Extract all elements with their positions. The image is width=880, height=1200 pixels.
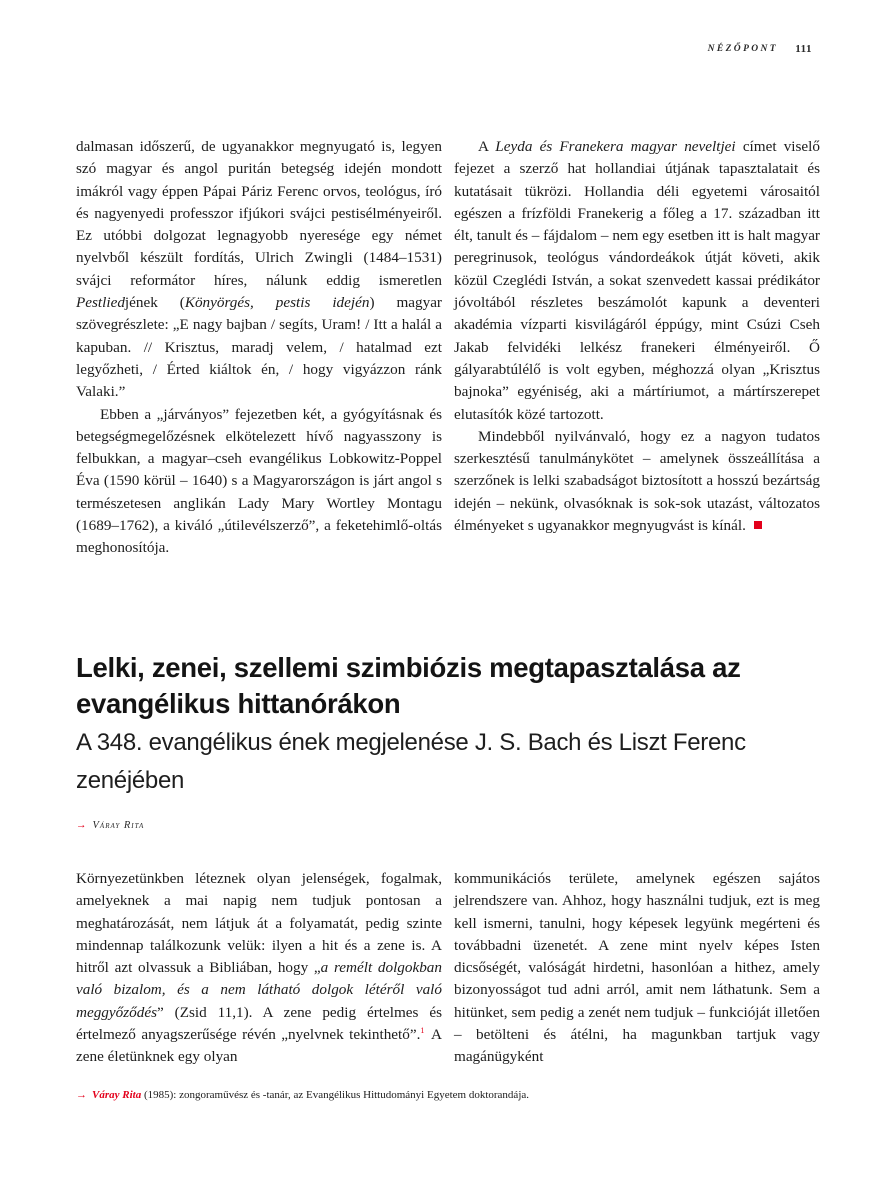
bible-quote: a remélt dolgokban való bizalom, és a nem látható dolgok létéről való meggyőződés	[76, 959, 442, 1021]
arrow-right-icon: →	[76, 1089, 87, 1101]
arrow-right-icon: →	[76, 820, 88, 831]
italic-title: Pestlied	[76, 294, 125, 312]
end-of-article-mark-icon	[754, 521, 762, 529]
review-paragraph: A Leyda és Franekera magyar neveltjei címet viselő fejezet a szerző hat hollandiai útjának tapasztalatait és kutatásait tükrözi. Hollandia déli egyetemi városaitól egészen a frízföldi Franekerig a főleg a 17. században itt élt, tanult és – fájdalom – nem egy esetben itt is halt magyar peregrinusok, teológus vándordeákok útját követi, akik közül Czeglédi István, a sokat szenvedett kassai prédikátor jóvoltából részletes beszámolót kapunk a deventeri akadémia vízparti kisvilágáról éppúgy, mint Csúzi Cseh Jakab felvidéki lelkész franekeri élményeiről. Ő gályarabtúlélő is volt egyben, méghozzá olyan „Krisztus bajnoka” egyéniség, aki a mártíriumot, a mártírszerepet elutasítók közé tartozott.	[454, 138, 820, 423]
review-paragraph: Mindebből nyilvánvaló, hogy ez a nagyon tudatos szerkesztésű tanulmánykötet – amelynek összeállítása a szerzőnek is lelki szabadságot biztosított a hosszú bezártság idején – nekünk, olvasóknak is sok-sok utazást, változatos élményeket s ugyanakkor megnyugvást is kínál.	[454, 427, 820, 535]
article-paragraph: kommunikációs területe, amelynek egészen sajátos jelrendszere van. Ahhoz, hogy használni tudjuk, ezt is meg kell ismerni, tanulni, hogy képesek legyünk megérteni és továbbadni üzenetét. A zene mint nyelv képes Isten dicsőségét, valóságát hirdetni, hasonlóan a hithez, amely bizonyosságot tud adni arról, amit nem láthatunk. Sem a hitünket, sem pedig a zenét nem tudjuk – funkcióját illetően – betölteni és átélni, ha magunkban tartjuk vagy magánügyként	[454, 870, 820, 1066]
author-name: Váray Rita	[92, 820, 145, 831]
article-left-column	[76, 868, 442, 1069]
review-paragraph: dalmasan időszerű, de ugyanakkor megnyugató is, legyen szó magyar és angol puritán betegség idején mondott imákról vagy éppen Pápai Páriz Ferenc orvos, teológus, író és nagyenyedi professzor ifjúkori svájci pestisélményeiről. Ez utóbbi dolgozat legnagyobb nyeresége egy német nyelvből készült fordítás, Ulrich Zwingli (1484–1531) svájci reformátor híres, nálunk eddig ismeretlen Pestliedjének (Könyörgés, pestis idején) magyar szövegrészlete: „E nagy bajban / segíts, Uram! / Itt a halál a kapuban. // Krisztus, maradj velem, / hatalmad ezt legyőzheti, / Érted kiáltok én, / hogy vigyázzon ránk Valaki.”	[76, 138, 442, 401]
review-right-column	[454, 136, 820, 537]
article-subtitle: A 348. evangélikus ének megjelenése J. S. Bach és Liszt Ferenc zenéjében	[76, 729, 746, 794]
article-title: Lelki, zenei, szellemi szimbiózis megtapasztalása az evangélikus hittanórákon	[76, 652, 741, 719]
running-head-section: NÉZŐPONT	[707, 44, 778, 54]
footnote-reference[interactable]: 1	[420, 1026, 425, 1036]
byline	[76, 820, 144, 831]
author-footnote	[76, 1089, 529, 1101]
article-right-column	[454, 868, 820, 1069]
page-number: 111	[795, 43, 812, 55]
review-paragraph: Ebben a „járványos” fejezetben két, a gyógyításnak és betegségmegelőzésnek elkötelezett hívő nagyasszony is felbukkan, a magyar–cseh evangélikus Lobkowitz-Poppel Éva (1590 körül – 1640) s a Magyarországon is járt angol s természetesen anglikán Lady Mary Wortley Montagu (1689–1762), a kiváló „útilevélszerző”, a feketehimlő-oltás meghonosítója.	[76, 405, 442, 557]
footnote-text: (1985): zongoraművész és -tanár, az Evangélikus Hittudományi Egyetem doktorandája.	[141, 1089, 530, 1101]
article-paragraph: Környezetünkben léteznek olyan jelenségek, fogalmak, amelyeknek a mai napig nem tudjuk pontosan a meghatározását, nem látjuk át a folyamatát, pedig szinte mindennap találkozunk velük: ilyen a hit és a zene is. A hitről azt olvassuk a Bibliában, hogy „a remélt dolgokban való bizalom, és a nem látható dolgok létéről való meggyőződés” (Zsid 11,1). A zene pedig értelmes és értelmező anyagszerűsége révén „nyelvnek tekinthető”.$^1$ A zene életünknek egy olyan	[76, 870, 442, 1066]
italic-title: Leyda és Franekera magyar neveltjei	[495, 138, 736, 155]
footnote-author-name: Váray Rita	[92, 1089, 142, 1101]
italic-title: Könyörgés, pestis idején	[184, 294, 370, 312]
review-left-column	[76, 136, 442, 560]
